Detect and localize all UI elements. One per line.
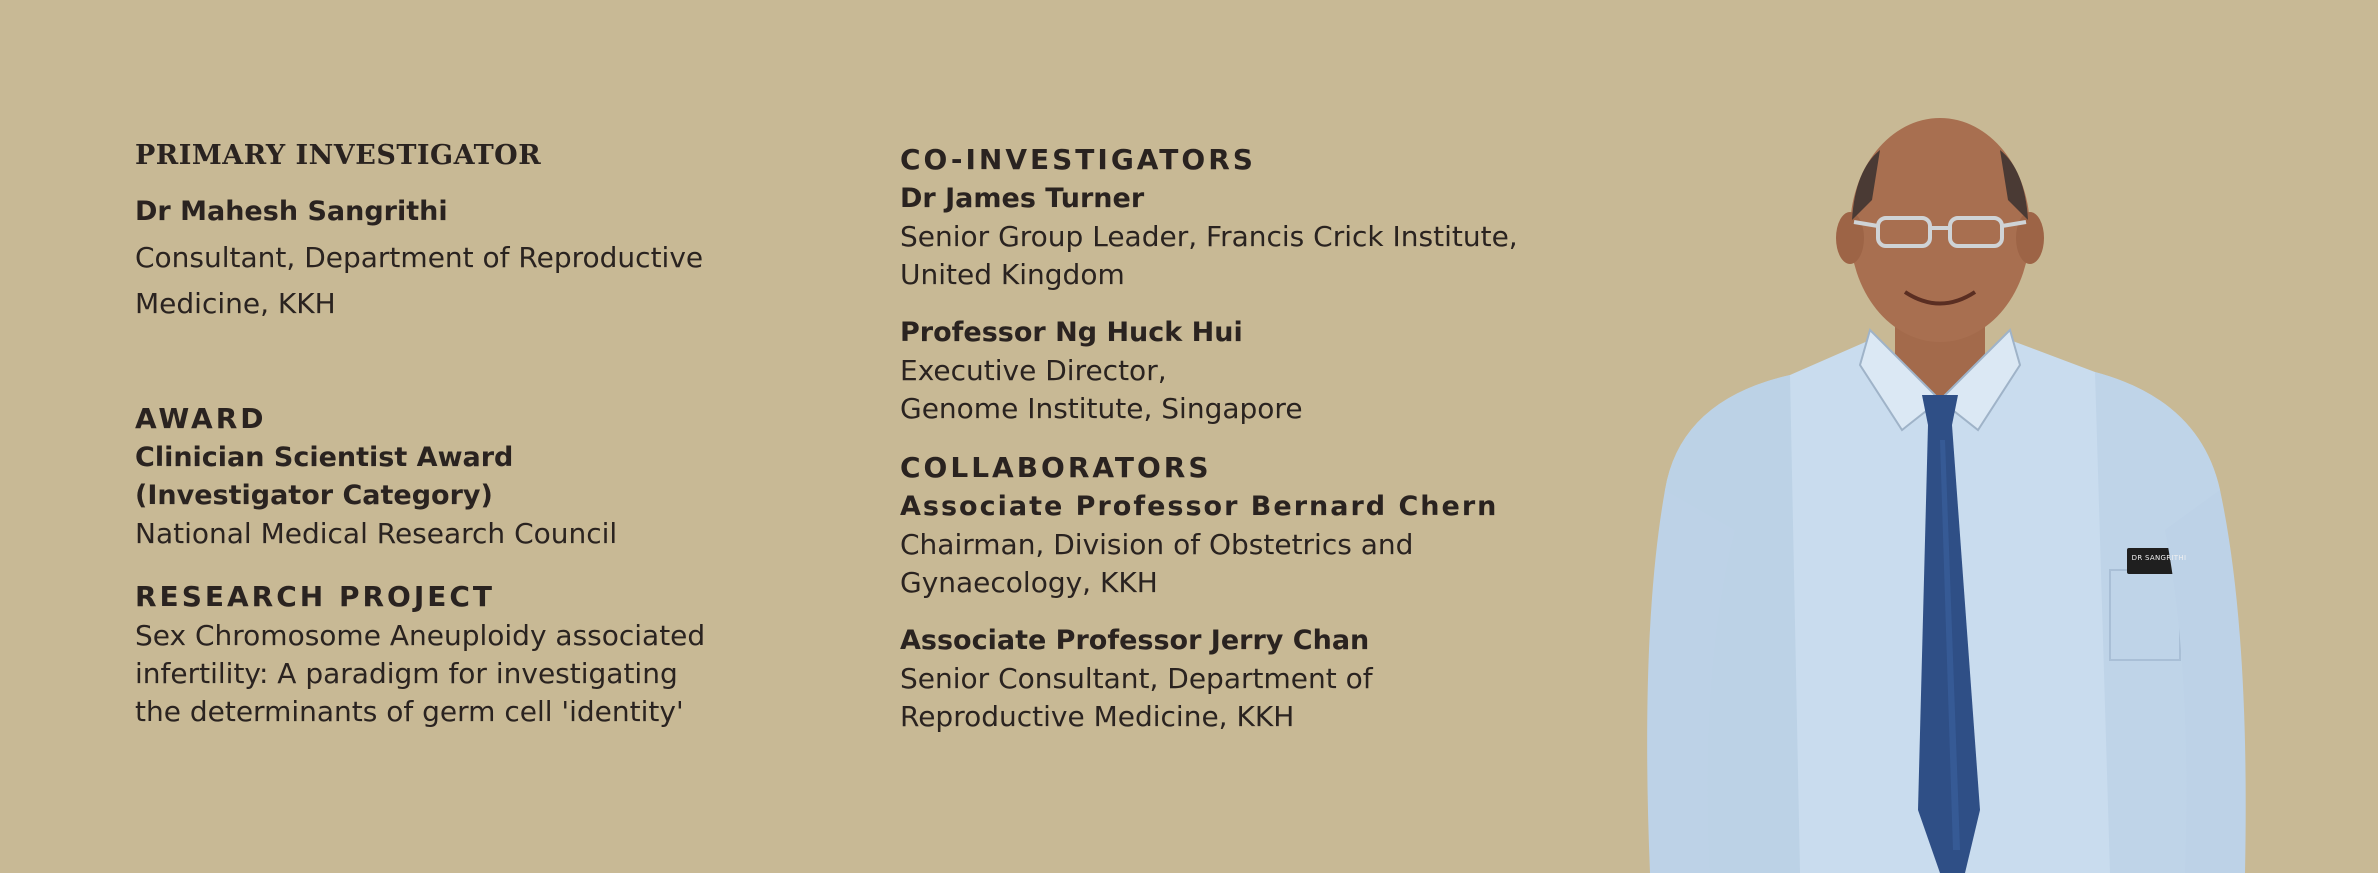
co-investigator-line1: Executive Director, <box>900 354 1167 387</box>
middle-column <box>900 140 1540 756</box>
collaborator-line2: Reproductive Medicine, KKH <box>900 700 1295 733</box>
collaborator-item <box>900 622 1540 736</box>
co-investigator-name: Dr James Turner <box>900 183 1145 214</box>
ear-right <box>2016 212 2044 264</box>
award-body: National Medical Research Council <box>135 517 618 550</box>
collaborator-line1: Chairman, Division of Obstetrics and <box>900 528 1414 561</box>
project-line2: infertility: A paradigm for investigating <box>135 657 678 690</box>
primary-investigator-section <box>135 140 755 327</box>
project-line1: Sex Chromosome Aneuploidy associated <box>135 619 706 652</box>
collaborator-name: Associate Professor Bernard Chern <box>900 491 1499 522</box>
award-heading: AWARD <box>135 402 267 435</box>
co-investigator-line2: United Kingdom <box>900 258 1125 291</box>
collaborator-item <box>900 488 1540 602</box>
pi-name: Dr Mahesh Sangrithi <box>135 196 448 227</box>
co-investigator-item <box>900 180 1540 294</box>
research-project-section <box>135 577 755 731</box>
co-investigators-heading: CO-INVESTIGATORS <box>900 143 1256 176</box>
co-investigator-name: Professor Ng Huck Hui <box>900 317 1243 348</box>
investigator-portrait <box>1640 110 2260 873</box>
name-badge-text: DR SANGRITHI <box>2131 554 2187 562</box>
research-project-heading: RESEARCH PROJECT <box>135 580 496 613</box>
collaborator-line2: Gynaecology, KKH <box>900 566 1158 599</box>
pi-role-line1: Consultant, Department of Reproductive <box>135 241 704 274</box>
collaborators-section <box>900 448 1540 736</box>
ear-left <box>1836 212 1864 264</box>
award-section <box>135 399 755 553</box>
collaborator-name: Associate Professor Jerry Chan <box>900 625 1370 656</box>
co-investigator-item <box>900 314 1540 428</box>
tie-knot <box>1922 395 1958 425</box>
co-investigator-line2: Genome Institute, Singapore <box>900 392 1303 425</box>
collaborator-line1: Senior Consultant, Department of <box>900 662 1373 695</box>
award-title-line2: (Investigator Category) <box>135 480 493 511</box>
project-line3: the determinants of germ cell 'identity' <box>135 695 684 728</box>
left-column <box>135 140 755 751</box>
co-investigators-section <box>900 140 1540 428</box>
pi-role-line2: Medicine, KKH <box>135 287 336 320</box>
primary-investigator-heading: PRIMARY INVESTIGATOR <box>135 140 542 171</box>
award-title-line1: Clinician Scientist Award <box>135 442 514 473</box>
collaborators-heading: COLLABORATORS <box>900 451 1212 484</box>
co-investigator-line1: Senior Group Leader, Francis Crick Institute, <box>900 220 1518 253</box>
